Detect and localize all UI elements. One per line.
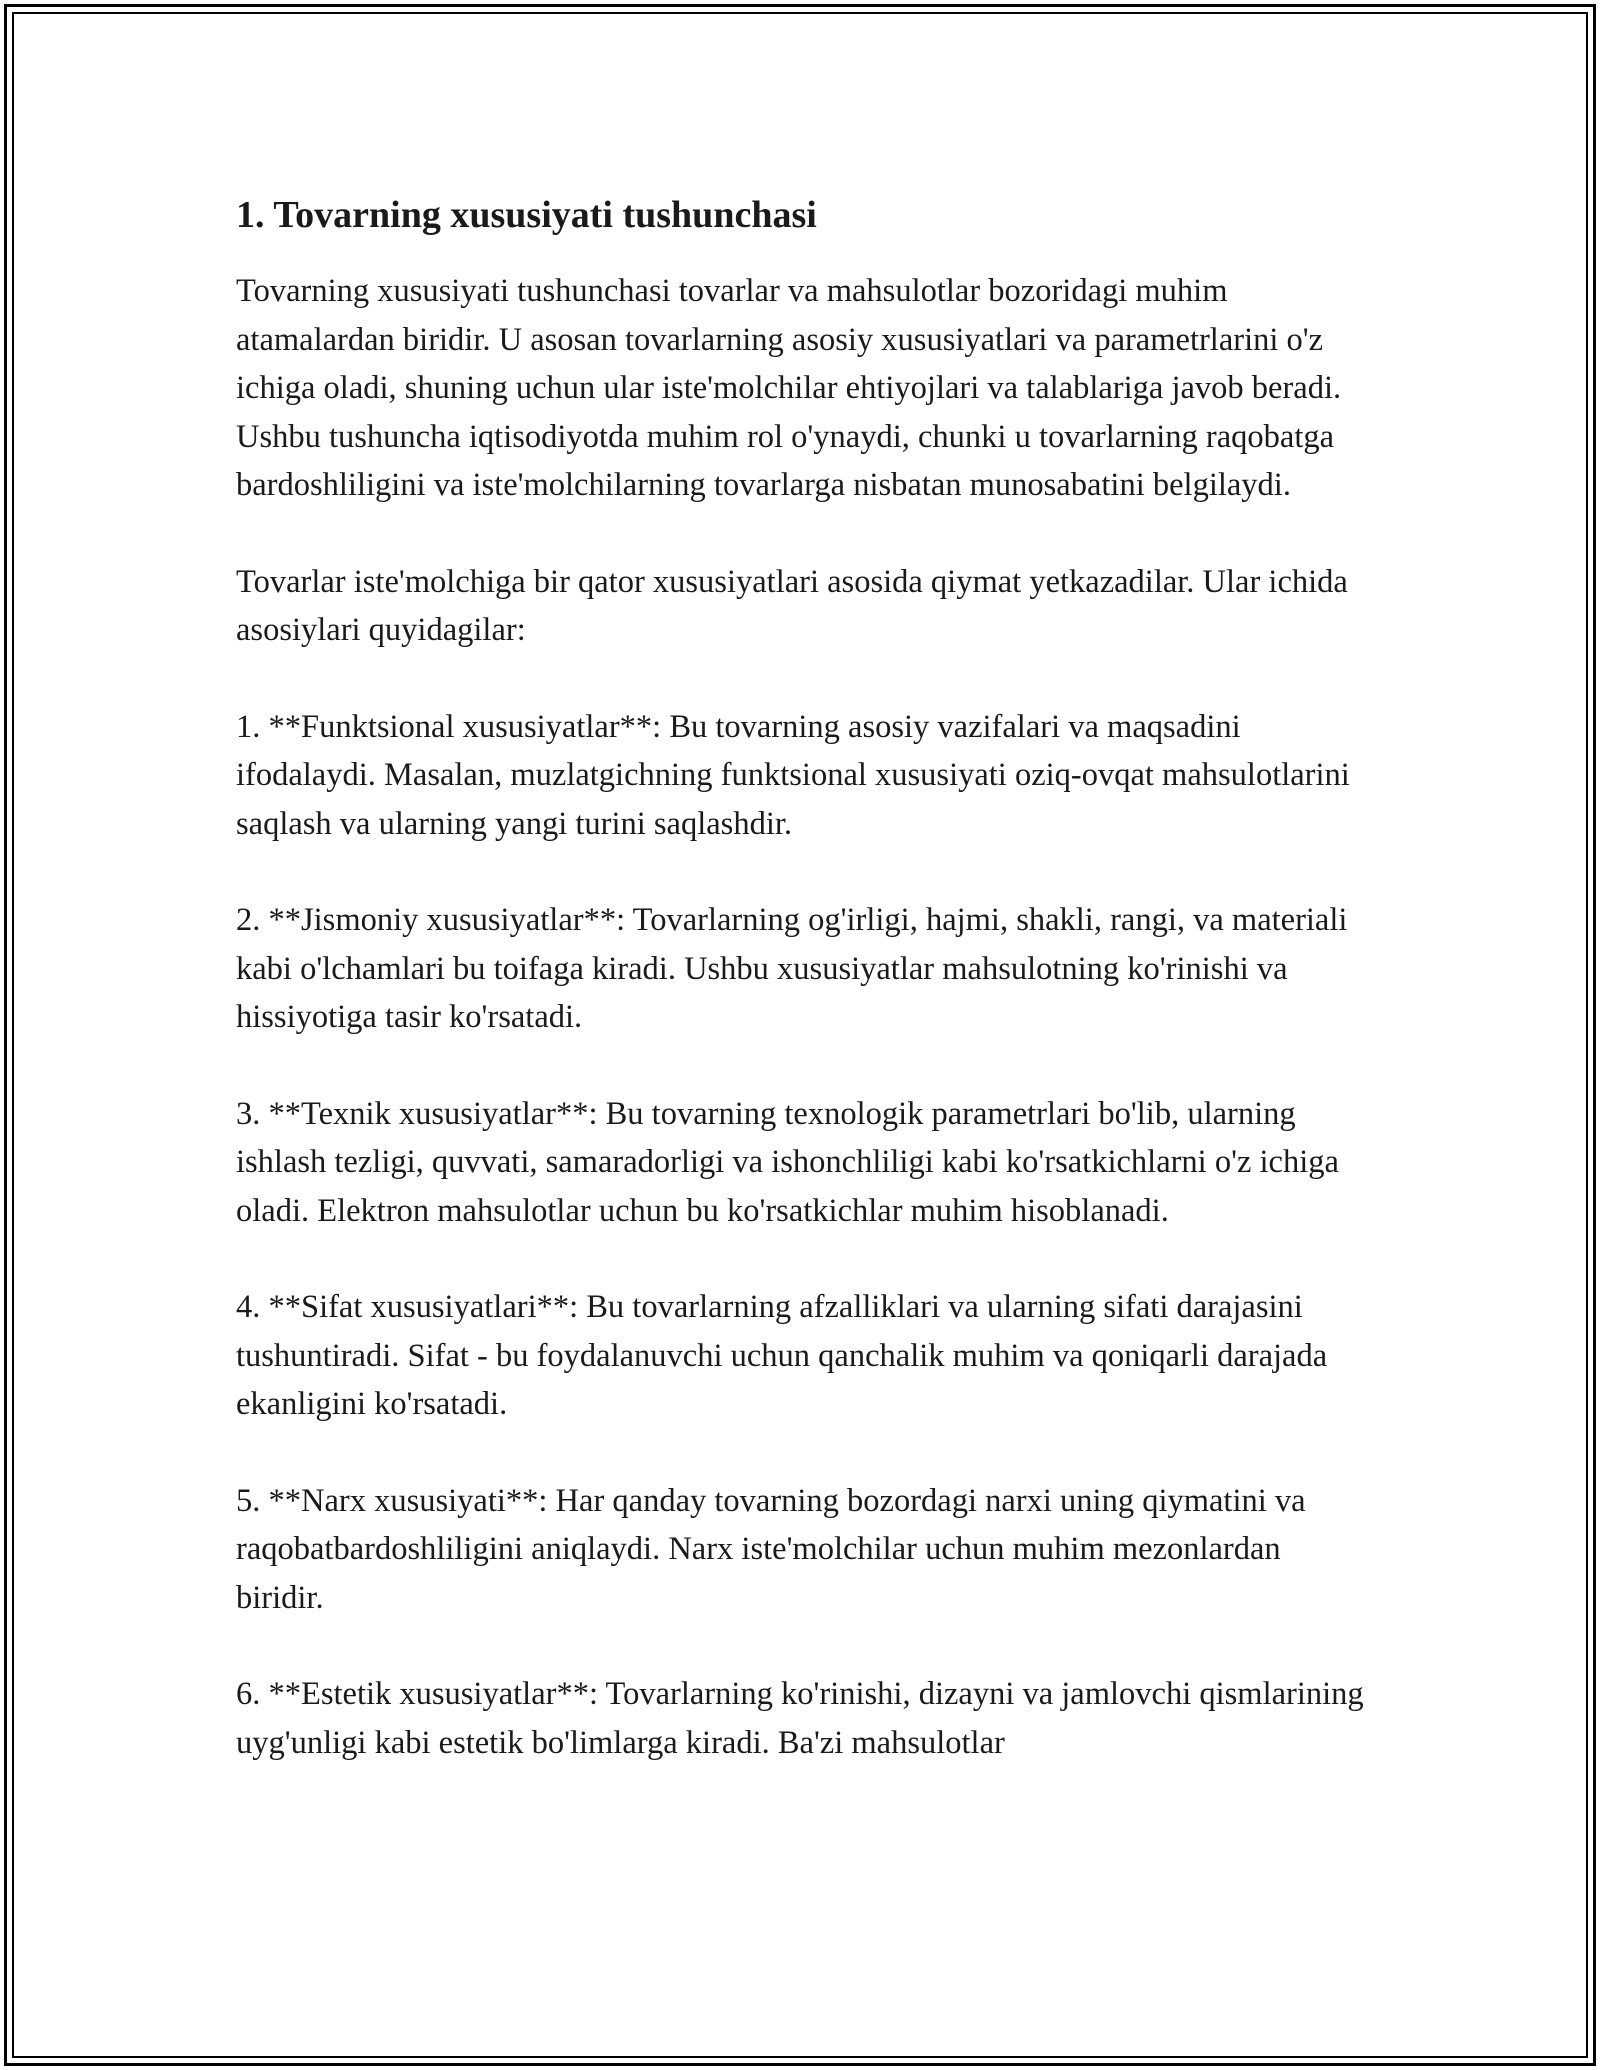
- list-item-functional: 1. **Funktsional xususiyatlar**: Bu tovarning asosiy vazifalari va maqsadini ifodalaydi. Masalan, muzlatgichning funktsional xususiyati oziq-ovqat mahsulotlarini saqlash va ularning yangi turini saqlashdir.: [236, 708, 1350, 842]
- intro-paragraph: Tovarning xususiyati tushunchasi tovarlar va mahsulotlar bozoridagi muhim atamalardan biridir. U asosan tovarlarning asosiy xususiyatlari va parametrlarini o'z ichiga oladi, shuning uchun ular iste'molchilar ehtiyojlari va talablariga javob beradi. Ushbu tushuncha iqtisodiyotda muhim rol o'ynaydi, chunki u tovarlarning raqobatga bardoshliligini va iste'molchilarning tovarlarga nisbatan munosabatini belgilaydi.: [236, 273, 1342, 503]
- list-item-aesthetic: 6. **Estetik xususiyatlar**: Tovarlarning ko'rinishi, dizayni va jamlovchi qismlarining uyg'unligi kabi estetik bo'limlarga kiradi. Ba'zi mahsulotlar: [236, 1676, 1364, 1761]
- document-body: [236, 185, 1376, 1767]
- list-item-price: 5. **Narx xususiyati**: Har qanday tovarning bozordagi narxi uning qiymatini va raqobatbardoshliligini aniqlaydi. Narx iste'molchilar uchun muhim mezonlardan biridir.: [236, 1482, 1306, 1616]
- list-intro-paragraph: Tovarlar iste'molchiga bir qator xususiyatlari asosida qiymat yetkazadilar. Ular ichida asosiylari quyidagilar:: [236, 563, 1348, 648]
- list-item-quality: 4. **Sifat xususiyatlari**: Bu tovarlarning afzalliklari va ularning sifati darajasini tushuntiradi. Sifat - bu foydalanuvchi uchun qanchalik muhim va qoniqarli darajada ekanligini ko'rsatadi.: [236, 1289, 1328, 1422]
- section-heading: 1. Tovarning xususiyati tushunchasi: [236, 194, 817, 236]
- list-item-physical: 2. **Jismoniy xususiyatlar**: Tovarlarning og'irligi, hajmi, shakli, rangi, va materiali kabi o'lchamlari bu toifaga kiradi. Ushbu xususiyatlar mahsulotning ko'rinishi va hissiyotiga tasir ko'rsatadi.: [236, 902, 1348, 1035]
- list-item-technical: 3. **Texnik xususiyatlar**: Bu tovarning texnologik parametrlari bo'lib, ularning ishlash tezligi, quvvati, samaradorligi va ishonchliligi kabi ko'rsatkichlarni o'z ichiga oladi. Elektron mahsulotlar uchun bu ko'rsatkichlar muhim hisoblanadi.: [236, 1095, 1339, 1229]
